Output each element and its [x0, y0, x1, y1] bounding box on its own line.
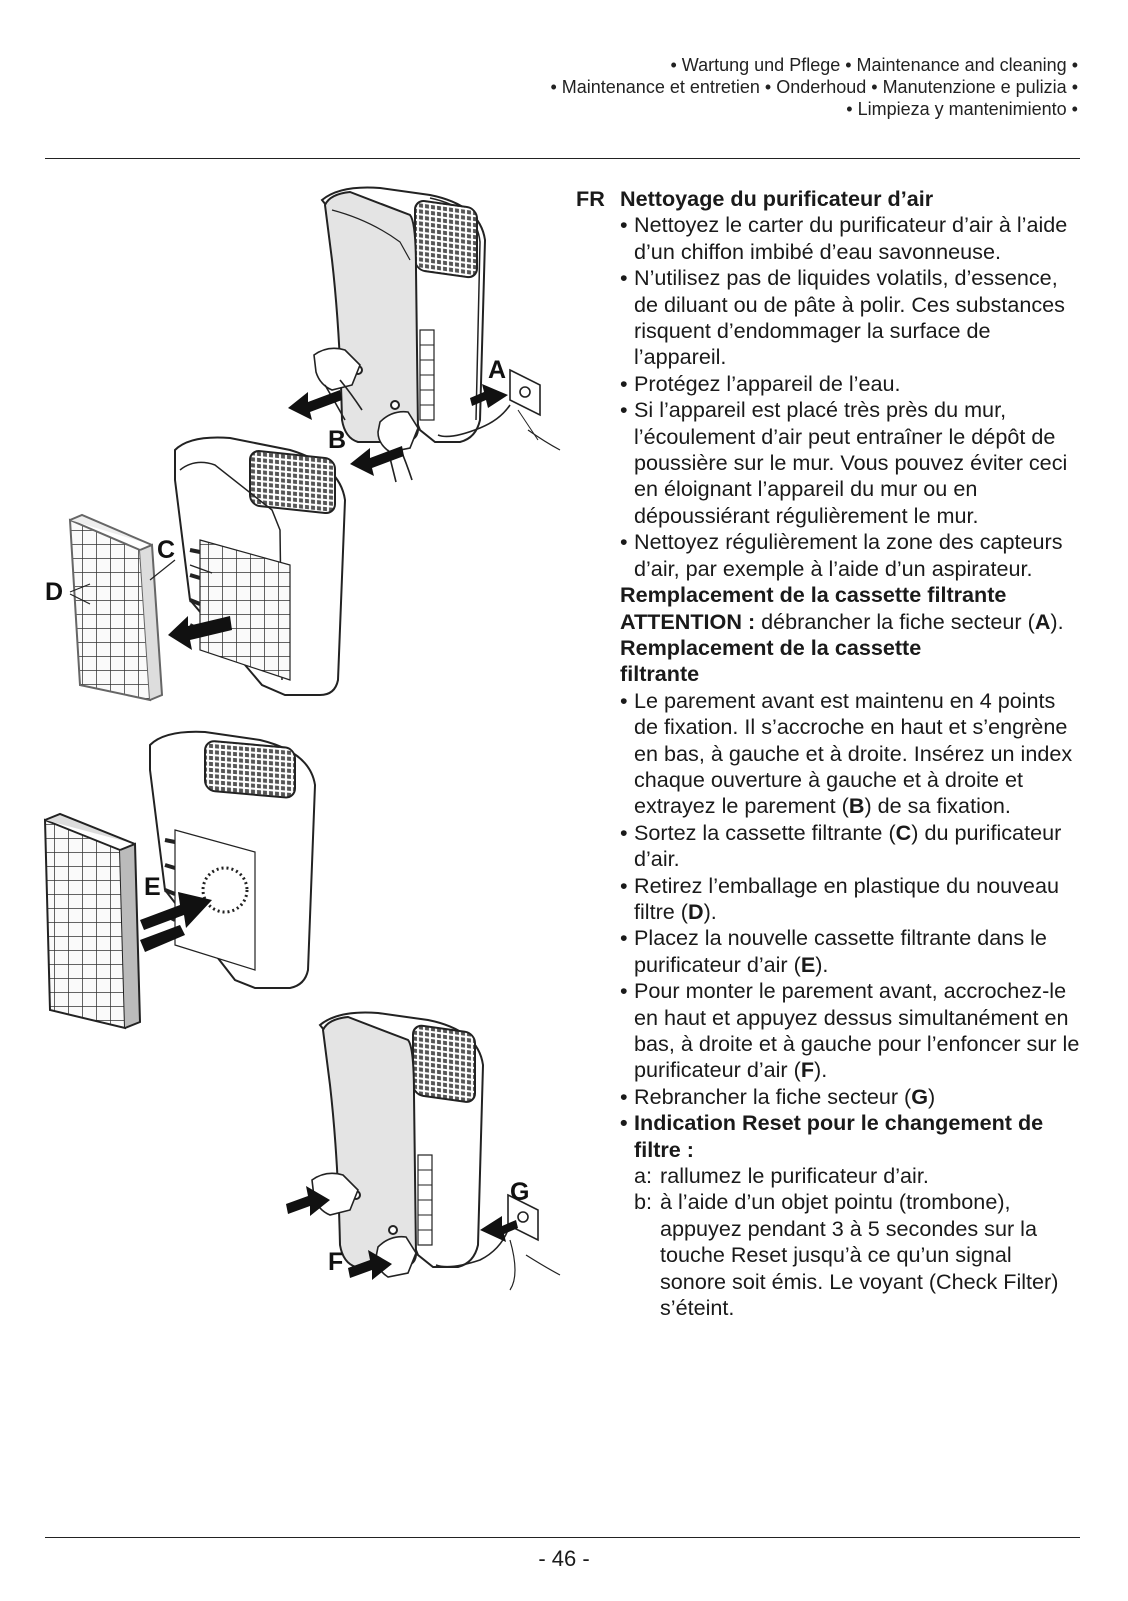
label-e: E [144, 873, 161, 901]
footer-divider [45, 1537, 1080, 1538]
list-item: • Placez la nouvelle cassette filtrante dans le purificateur d’air (E). [620, 925, 1047, 977]
page-number: - 46 - [538, 1546, 590, 1571]
reset-step: a: rallumez le purificateur d’air. [634, 1163, 929, 1189]
list-item: • Sortez la cassette filtrante (C) du purificateur d’air. [620, 819, 1062, 872]
attention-note: ATTENTION : débrancher la fiche secteur (A). [620, 608, 1064, 634]
reset-step: b: à l’aide d’un objet pointu (trombone), appuyez pendant 3 à 5 secondes sur la touche Reset jusqu’à ce qu’un signal sonore soit émis. Le voyant (Check Filter) s’éteint. [634, 1189, 1059, 1321]
heading-filter-replacement: Remplacement de la cassette filtrante [620, 582, 1007, 608]
list-item: • Nettoyez le carter du purificateur d’air à l’aide d’un chiffon imbibé d’eau savonneuse. [620, 212, 1068, 264]
purifier-unit-2 [175, 438, 345, 696]
section-title: Nettoyage du purificateur d’air [620, 186, 934, 211]
heading-filter-replacement-2: Remplacement de la cassette filtrante [620, 634, 922, 687]
arrow-b-upper [288, 390, 342, 420]
filter-cassette-new [45, 814, 140, 1028]
list-item: • Nettoyez régulièrement la zone des capteurs d’air, par exemple à l’aide d’un aspirateur. [620, 529, 1063, 581]
maintenance-illustrations [40, 180, 580, 1540]
purifier-unit-3 [150, 732, 315, 988]
purifier-unit-1 [322, 188, 485, 443]
header-line-3: • Limpieza y mantenimiento • [846, 99, 1078, 119]
language-code: FR [576, 186, 605, 211]
list-item: • N’utilisez pas de liquides volatils, d’essence, de diluant ou de pâte à polir. Ces substances risquent d’endommager la surface de l’appareil. [620, 265, 1065, 370]
list-item: • Le parement avant est maintenu en 4 points de fixation. Il s’accroche en haut et s’engrène en bas, à gauche et à droite. Insérez un index chaque ouverture à gauche et à droite et extrayez le parement (B) de sa fixation. [620, 687, 1073, 819]
filter-cassette-old [70, 515, 162, 700]
label-d: D [45, 578, 64, 606]
arrow-b-lower [350, 446, 404, 476]
page-header [550, 54, 1078, 120]
list-item: • Si l’appareil est placé très près du mur, l’écoulement d’air peut entraîner le dépôt de poussière sur le mur. Vous pouvez éviter ceci en éloignant l’appareil du mur ou en dépoussiérant régulièrement le mur. [620, 397, 1068, 528]
list-item: • Pour monter le parement avant, accrochez-le en haut et appuyez dessus simultanément en bas, à droite et à gauche pour l’enfoncer sur le purificateur d’air (F). [620, 978, 1080, 1083]
label-f: F [328, 1248, 344, 1276]
instructions-text [576, 186, 1081, 1321]
hand-right-1 [378, 412, 418, 482]
header-line-2: • Maintenance et entretien • Onderhoud • Manutenzione e pulizia • [550, 77, 1078, 97]
list-item: • Retirez l’emballage en plastique du nouveau filtre (D). [620, 872, 1059, 924]
label-c: C [157, 536, 176, 564]
purifier-unit-4 [320, 1013, 483, 1268]
header-line-1: • Wartung und Pflege • Maintenance and cleaning • [670, 55, 1078, 75]
list-item: • Rebrancher la fiche secteur (G) [620, 1083, 936, 1109]
list-item-reset: • Indication Reset pour le changement de filtre : [620, 1110, 1044, 1162]
label-b: B [328, 426, 347, 454]
list-item: • Protégez l’appareil de l’eau. [620, 370, 901, 396]
header-divider [45, 158, 1080, 159]
label-a: A [488, 356, 507, 384]
label-g: G [510, 1178, 530, 1206]
